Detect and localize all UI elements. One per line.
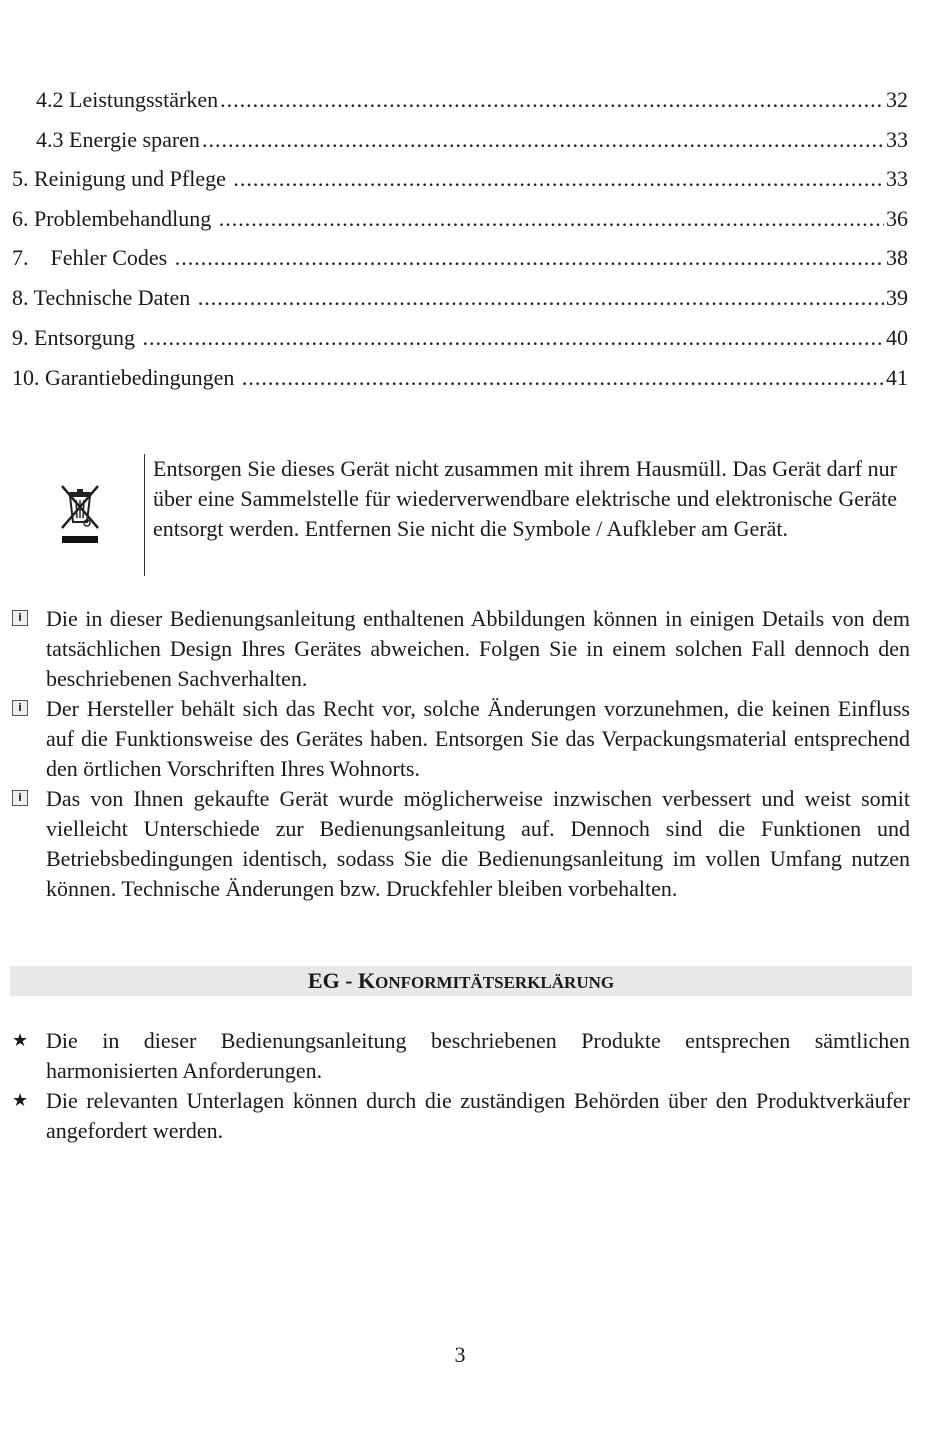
heading-first-letter: K — [358, 968, 376, 993]
toc-entry-label: 6. Problembehandlung — [12, 206, 217, 231]
toc-leader-dots — [220, 84, 884, 116]
toc-leader-dots — [198, 282, 884, 314]
toc-entry-page: 38 — [886, 245, 908, 270]
toc-entry[interactable] — [12, 282, 908, 314]
info-icon: i — [12, 700, 28, 716]
toc-entry-label: 5. Reinigung und Pflege — [12, 166, 232, 191]
toc-entry[interactable] — [36, 124, 908, 156]
disposal-notice — [20, 454, 897, 576]
note-item — [12, 604, 910, 694]
info-icon: i — [12, 610, 28, 626]
toc-leader-dots — [175, 242, 884, 274]
star-bullet-icon: ★ — [12, 1030, 29, 1051]
list-item — [12, 1086, 910, 1146]
conformity-list — [12, 1026, 910, 1146]
section-heading — [10, 966, 912, 996]
toc-entry-page: 33 — [886, 127, 908, 152]
toc-entry-page: 32 — [886, 87, 908, 112]
toc-entry-label: 9. Entsorgung — [12, 325, 141, 350]
toc-entry[interactable] — [12, 203, 908, 235]
toc-leader-dots — [143, 322, 884, 354]
toc-entry-page: 33 — [886, 166, 908, 191]
toc-entry-label: 7. Fehler Codes — [12, 245, 173, 270]
toc-entry-label: 4.2 Leistungsstärken — [36, 87, 219, 112]
toc-leader-dots — [219, 203, 884, 235]
note-text: Der Hersteller behält sich das Recht vor, solche Änderungen vorzunehmen, die keinen Einfluss auf die Funktionsweise des Gerätes haben. Entsorgen Sie das Verpackungsmaterial entsprechend den örtlichen Vorschriften Ihres Wohnorts. — [46, 696, 910, 781]
toc-entry[interactable] — [12, 322, 908, 354]
star-bullet-icon: ★ — [12, 1090, 29, 1111]
toc-entry[interactable] — [12, 362, 908, 394]
heading-prefix: EG - — [307, 968, 359, 993]
bullet-text: Die in dieser Bedienungsanleitung beschriebenen Produkte entsprechen sämtlichen harmonisierten Anforderungen. — [46, 1028, 910, 1083]
toc-entry-page: 40 — [886, 325, 908, 350]
bullet-text: Die relevanten Unterlagen können durch die zuständigen Behörden über den Produktverkäufer angefordert werden. — [46, 1088, 910, 1143]
toc-entry[interactable] — [36, 84, 908, 116]
toc-leader-dots — [202, 124, 884, 156]
page-number: 3 — [454, 1342, 466, 1367]
toc-entry-label: 8. Technische Daten — [12, 285, 196, 310]
toc-entry[interactable] — [12, 163, 908, 195]
toc-leader-dots — [242, 362, 884, 394]
toc-leader-dots — [233, 163, 884, 195]
crossed-out-wheelie-bin-icon — [56, 484, 104, 546]
disposal-text: Entsorgen Sie dieses Gerät nicht zusammen mit ihrem Hausmüll. Das Gerät darf nur über eine Sammelstelle für wiederverwendbare elektrische und elektronische Geräte entsorgt werden. Entfernen Sie nicht die Symbole / Aufkleber am Gerät. — [144, 454, 897, 576]
info-icon: i — [12, 790, 28, 806]
note-item — [12, 784, 910, 904]
notes-list — [12, 604, 910, 904]
list-item — [12, 1026, 910, 1086]
note-text: Die in dieser Bedienungsanleitung enthaltenen Abbildungen können in einigen Details von dem tatsächlichen Design Ihres Gerätes abweichen. Folgen Sie in einem solchen Fall dennoch den beschriebenen Sachverhalten. — [46, 606, 910, 691]
toc-entry-page: 36 — [886, 206, 908, 231]
toc-entry-label: 4.3 Energie sparen — [36, 127, 200, 152]
heading-rest: ONFORMITÄTSERKLÄRUNG — [375, 973, 615, 992]
note-item — [12, 694, 910, 784]
toc-entry-page: 41 — [886, 365, 908, 390]
toc-entry-page: 39 — [886, 285, 908, 310]
toc-entry[interactable] — [12, 242, 908, 274]
toc-entry-label: 10. Garantiebedingungen — [12, 365, 240, 390]
note-text: Das von Ihnen gekaufte Gerät wurde möglicherweise inzwischen verbessert und weist somit vielleicht Unterschiede zur Bedienungsanleitung auf. Dennoch sind die Funktionen und Betriebsbedingungen identisch, sodass Sie die Bedienungsanleitung im vollen Umfang nutzen können. Technische Änderungen bzw. Druckfehler bleiben vorbehalten. — [46, 786, 910, 901]
